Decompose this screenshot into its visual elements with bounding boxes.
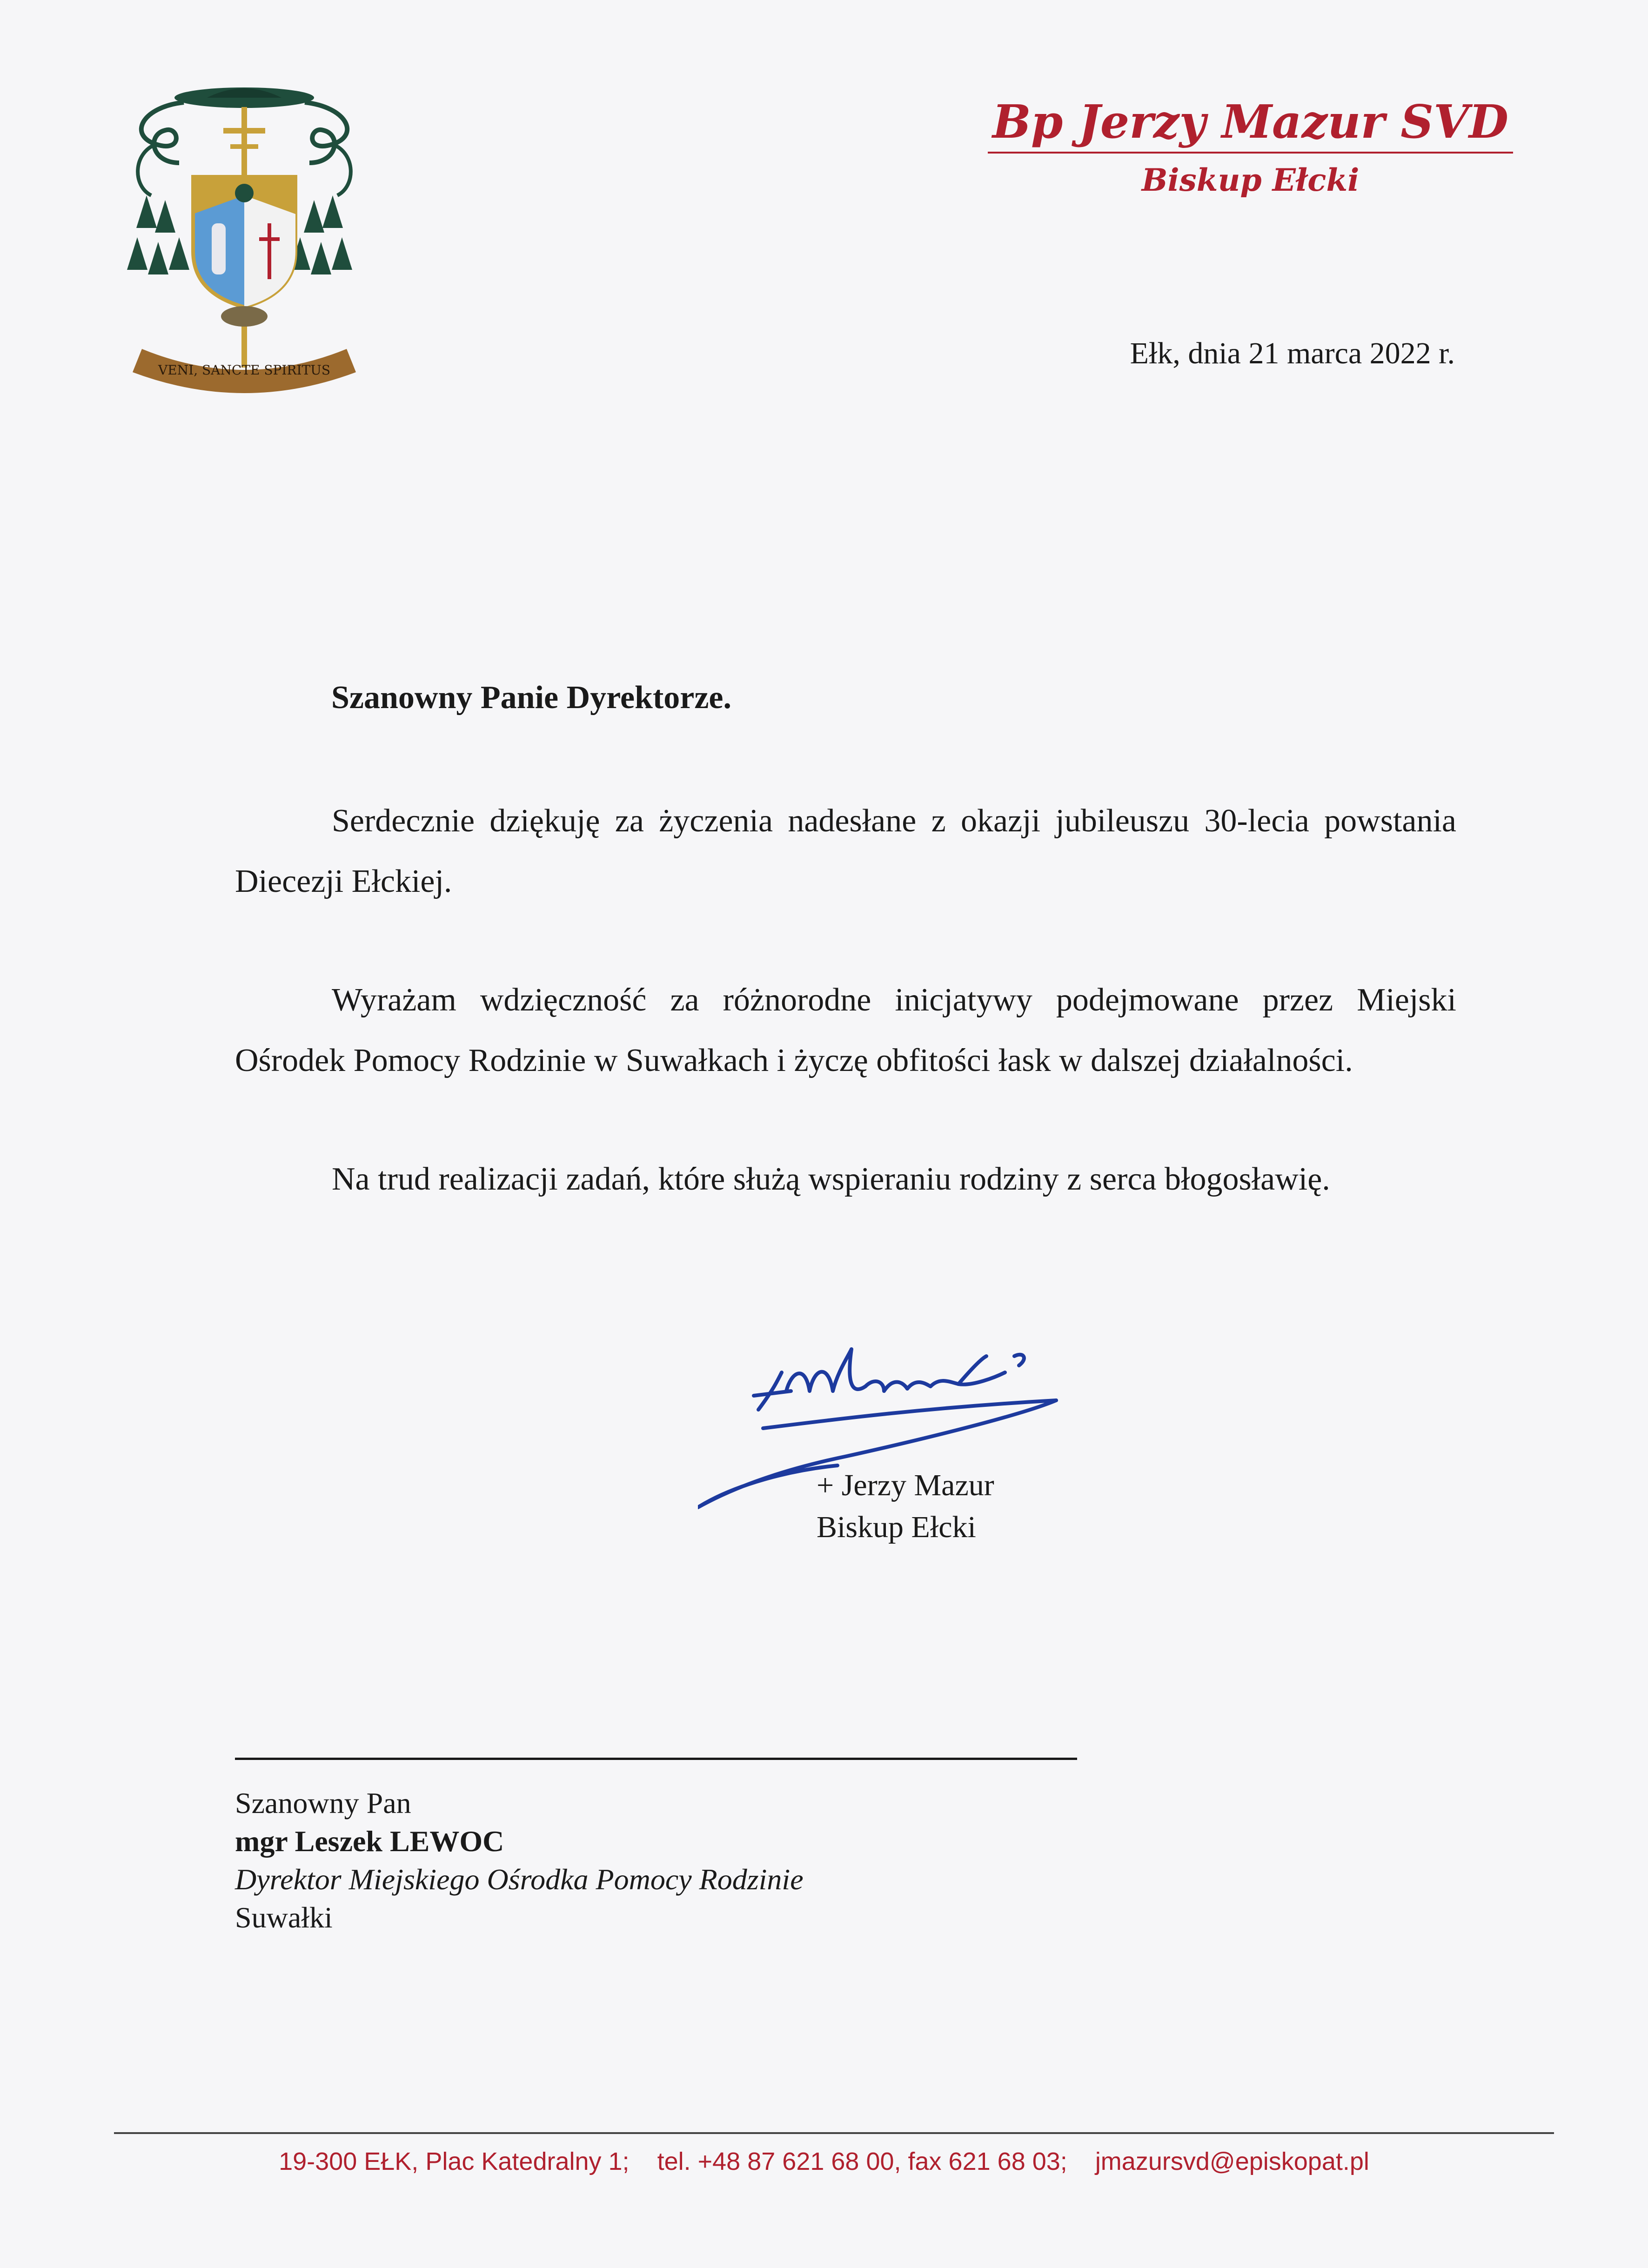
letterhead-title: Biskup Ełcki <box>1141 162 1360 198</box>
footer-contact <box>0 2147 1648 2176</box>
letter-date: Ełk, dnia 21 marca 2022 r. <box>1130 336 1455 370</box>
footer-email: jmazursvd@episkopat.pl <box>1095 2148 1369 2175</box>
footer-phone: tel. +48 87 621 68 00, fax 621 68 03; <box>657 2148 1067 2175</box>
paragraph-3 <box>235 1149 1456 1210</box>
paragraph-2 <box>235 970 1456 1091</box>
recipient-position: Dyrektor Miejskiego Ośrodka Pomocy Rodzinie <box>235 1863 804 1896</box>
recipient-city: Suwałki <box>235 1901 333 1934</box>
paragraph-1 <box>235 791 1456 912</box>
recipient-divider <box>235 1758 1077 1760</box>
paragraph-1-text: Serdecznie dziękuję za życzenia nadesłane z okazji jubileuszu 30-lecia powstania Diecezji Ełckiej. <box>235 803 1456 899</box>
recipient-greeting: Szanowny Pan <box>235 1786 411 1820</box>
letterhead-name: Bp Jerzy Mazur SVD <box>988 95 1513 154</box>
recipient-block <box>235 1784 804 1937</box>
signer-name: + Jerzy Mazur <box>817 1468 994 1502</box>
coat-of-arms-icon <box>114 84 375 409</box>
crest-motto: VENI, SANCTE SPIRITUS <box>158 362 331 378</box>
paragraph-3-text: Na trud realizacji zadań, które służą wspieraniu rodziny z serca błogosławię. <box>332 1161 1330 1197</box>
recipient-name: mgr Leszek LEWOC <box>235 1825 504 1858</box>
paragraph-2-text: Wyrażam wdzięczność za różnorodne inicjatywy podejmowane przez Miejski Ośrodek Pomocy Rodzinie w Suwałkach i życzę obfitości łask w dalszej działalności. <box>235 982 1456 1078</box>
salutation: Szanowny Panie Dyrektorze. <box>331 680 731 716</box>
footer-divider <box>114 2132 1554 2134</box>
letterhead <box>988 95 1513 198</box>
footer-address: 19-300 EŁK, Plac Katedralny 1; <box>279 2148 630 2175</box>
signer-block <box>817 1465 994 1548</box>
signer-title: Biskup Ełcki <box>817 1510 976 1544</box>
